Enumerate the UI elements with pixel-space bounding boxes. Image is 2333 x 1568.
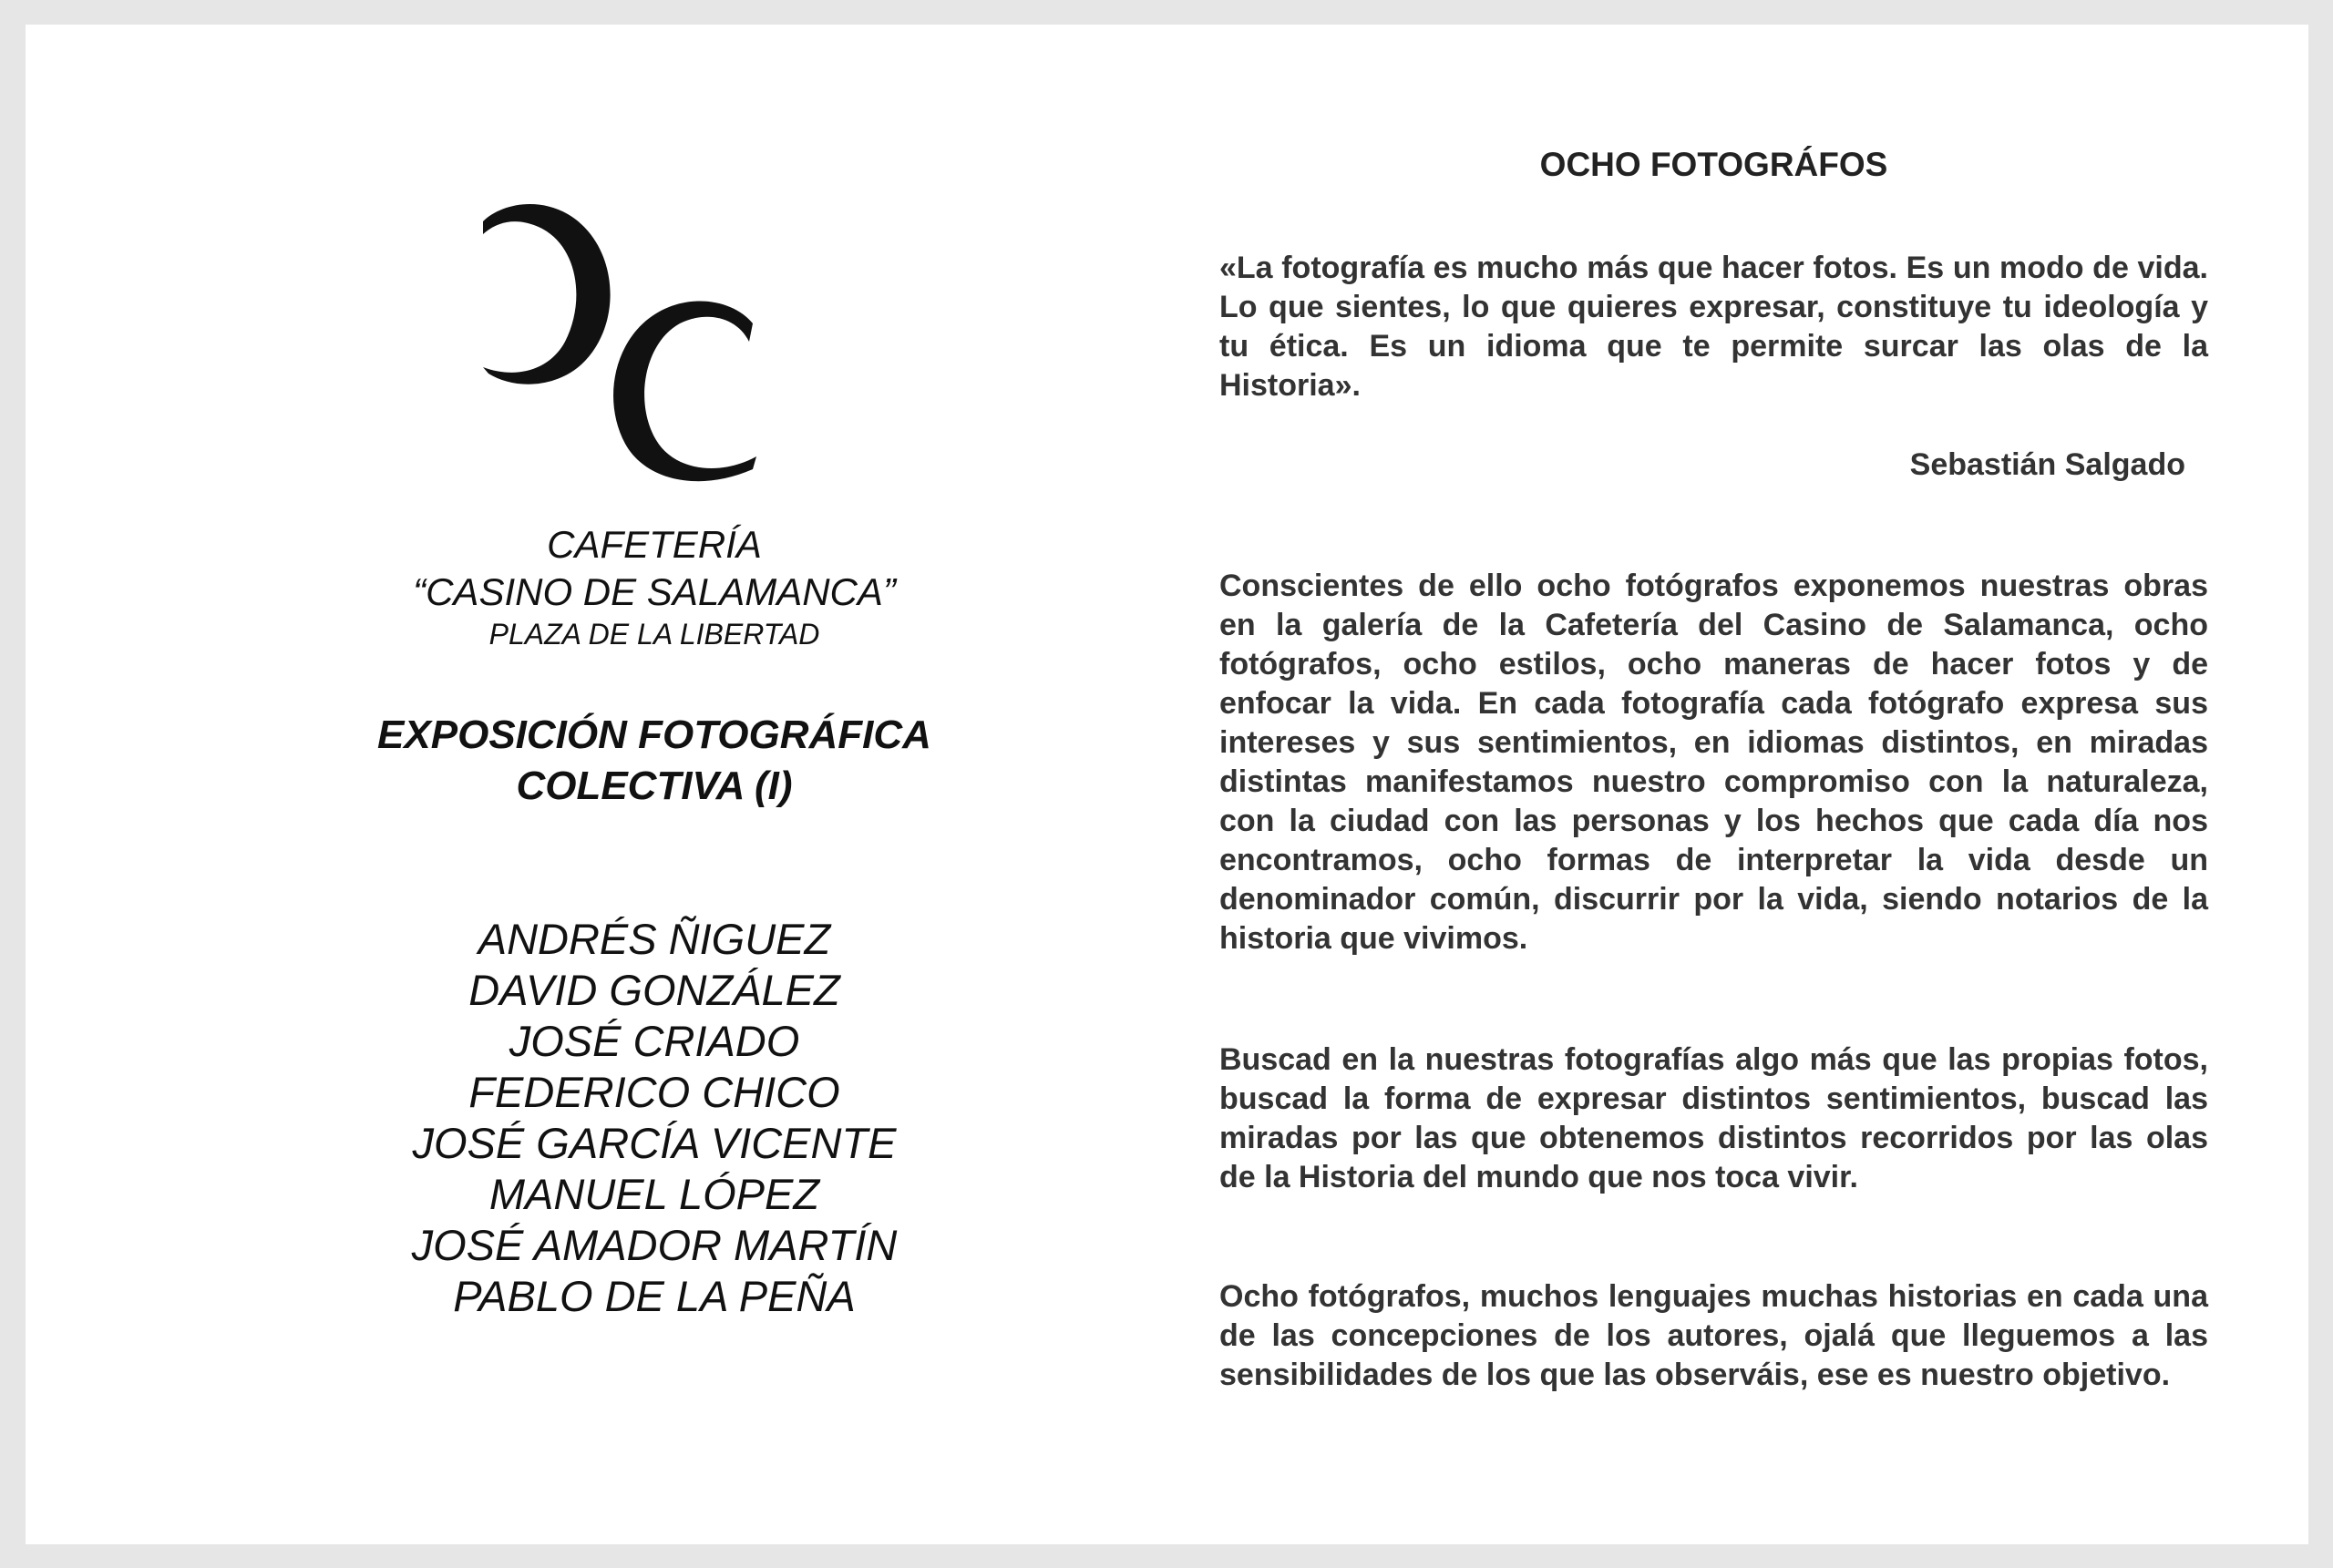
venue-name-line2: “CASINO DE SALAMANCA” xyxy=(413,570,896,613)
photographers-list xyxy=(290,914,1019,1322)
venue-name-line1: CAFETERÍA xyxy=(547,523,762,566)
exhibition-title-line2: COLECTIVA (I) xyxy=(516,764,793,808)
body-paragraph: Buscad en la nuestras fotografías algo más que las propias fotos, buscad la forma de expresar distintos sentimientos, buscad las miradas por las que obtenemos distintos recorridos por las olas de la Historia del mundo que nos toca vivir. xyxy=(1219,1042,2208,1194)
cc-logo-icon xyxy=(463,187,791,497)
body-paragraph: Conscientes de ello ocho fotógrafos exponemos nuestras obras en la galería de la Cafetería del Casino de Salamanca, ocho fotógrafos, ocho estilos, ocho maneras de hacer fotos y de enfocar la vida. En cada fotografía cada fotógrafo expresa sus intereses y sus sentimientos, en idiomas distintos, en miradas distintas manifestamos nuestro compromiso con la naturaleza, con la ciudad con las personas y los hechos que cada día nos encontramos, ocho formas de interpretar la vida desde un denominador común, discurrir por la vida, siendo notarios de la historia que vivimos. xyxy=(1219,569,2208,956)
photographer-name: PABLO DE LA PEÑA xyxy=(453,1272,856,1320)
venue-address: PLAZA DE LA LIBERTAD xyxy=(488,618,820,651)
quote-text: «La fotografía es mucho más que hacer fotos. Es un modo de vida. Lo que sientes, lo que quieres expresar, constituye tu ideología y tu ética. Es un idioma que te permite surcar las olas de la Historia». xyxy=(1219,251,2208,403)
body-paragraph: Ocho fotógrafos, muchos lenguajes muchas historias en cada una de las concepciones de los autores, ojalá que lleguemos a las sensibilidades de los que las observáis, ese es nuestro objetivo. xyxy=(1219,1279,2208,1392)
photographer-name: JOSÉ CRIADO xyxy=(509,1017,800,1065)
brochure-sheet xyxy=(26,25,2308,1544)
venue-block xyxy=(290,521,1019,652)
exhibition-title xyxy=(290,710,1019,812)
photographer-name: JOSÉ GARCÍA VICENTE xyxy=(412,1119,897,1167)
page-title: OCHO FOTOGRÁFOS xyxy=(1539,146,1888,183)
photographer-name: DAVID GONZÁLEZ xyxy=(468,966,840,1014)
photographer-name: MANUEL LÓPEZ xyxy=(488,1170,820,1218)
photographer-name: JOSÉ AMADOR MARTÍN xyxy=(411,1221,898,1269)
exhibition-title-line1: EXPOSICIÓN FOTOGRÁFICA xyxy=(377,712,931,757)
photographer-name: ANDRÉS ÑIGUEZ xyxy=(478,915,831,963)
photographer-name: FEDERICO CHICO xyxy=(468,1068,840,1116)
quote-author: Sebastián Salgado xyxy=(1909,447,2185,482)
